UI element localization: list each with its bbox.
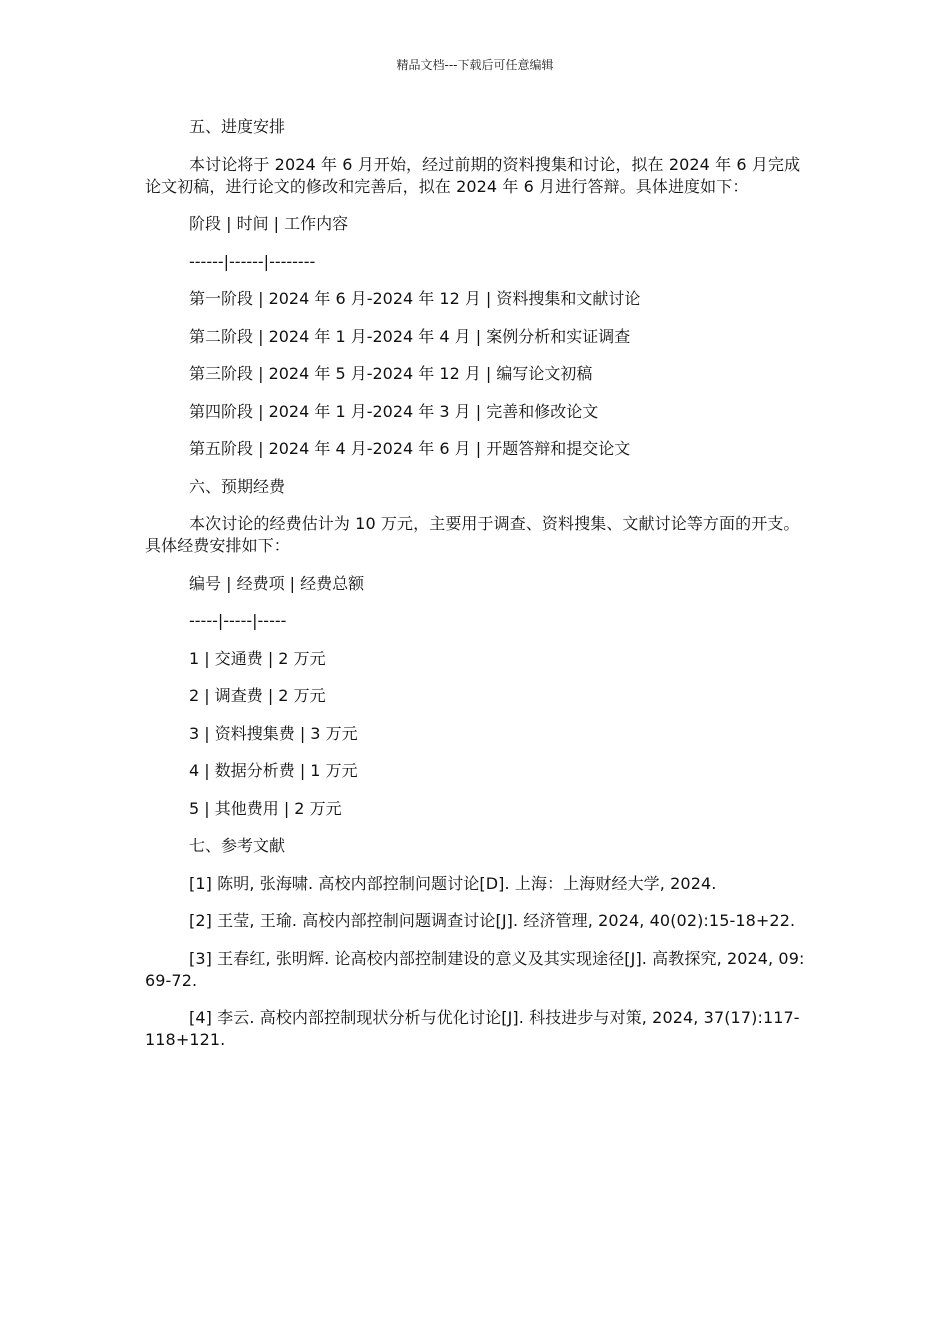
section-heading-schedule: 五、进度安排 xyxy=(189,117,286,136)
budget-table-header: 编号 | 经费项 | 经费总额 xyxy=(189,573,365,593)
budget-row: 1 | 交通费 | 2 万元 xyxy=(189,648,326,668)
budget-intro: 本次讨论的经费估计为 10 万元，主要用于调查、资料搜集、文献讨论等方面的开支。具体经费安排如下： xyxy=(145,514,800,555)
budget-row: 4 | 数据分析费 | 1 万元 xyxy=(189,761,358,780)
budget-row: 5 | 其他费用 | 2 万元 xyxy=(189,798,342,818)
schedule-row: 第二阶段 | 2024 年 1 月-2024 年 4 月 | 案例分析和实证调查 xyxy=(189,326,631,346)
section-heading-budget: 六、预期经费 xyxy=(189,476,286,496)
schedule-row: 第一阶段 | 2024 年 6 月-2024 年 12 月 | 资料搜集和文献讨论 xyxy=(189,289,641,308)
reference-item: [1] 陈明, 张海啸. 高校内部控制问题讨论[D]. 上海：上海财经大学, 2024. xyxy=(189,873,717,893)
budget-table-separator: -----|-----|----- xyxy=(189,611,287,630)
schedule-intro: 本讨论将于 2024 年 6 月开始，经过前期的资料搜集和讨论，拟在 2024 年 6 月完成论文初稿，进行论文的修改和完善后，拟在 2024 年 6 月进行答辩。具体进度如下： xyxy=(145,154,801,196)
budget-row: 3 | 资料搜集费 | 3 万元 xyxy=(189,723,358,743)
schedule-table-separator: ------|------|-------- xyxy=(189,251,316,271)
budget-row: 2 | 调查费 | 2 万元 xyxy=(189,686,326,705)
schedule-row: 第三阶段 | 2024 年 5 月-2024 年 12 月 | 编写论文初稿 xyxy=(189,364,593,383)
document-body xyxy=(145,116,805,1067)
schedule-row: 第五阶段 | 2024 年 4 月-2024 年 6 月 | 开题答辩和提交论文 xyxy=(189,439,631,458)
reference-item: [4] 李云. 高校内部控制现状分析与优化讨论[J]. 科技进步与对策, 2024, 37(17):117-118+121. xyxy=(145,1008,800,1049)
reference-item: [3] 王春红, 张明辉. 论高校内部控制建设的意义及其实现途径[J]. 高教探究, 2024, 09:69-72. xyxy=(145,948,805,990)
section-heading-references: 七、参考文献 xyxy=(189,836,286,855)
schedule-table-header: 阶段 | 时间 | 工作内容 xyxy=(189,214,349,233)
schedule-row: 第四阶段 | 2024 年 1 月-2024 年 3 月 | 完善和修改论文 xyxy=(189,401,599,421)
reference-item: [2] 王莹, 王瑜. 高校内部控制问题调查讨论[J]. 经济管理, 2024, 40(02):15-18+22. xyxy=(189,911,796,930)
page-header: 精品文档---下载后可任意编辑 xyxy=(396,58,554,72)
